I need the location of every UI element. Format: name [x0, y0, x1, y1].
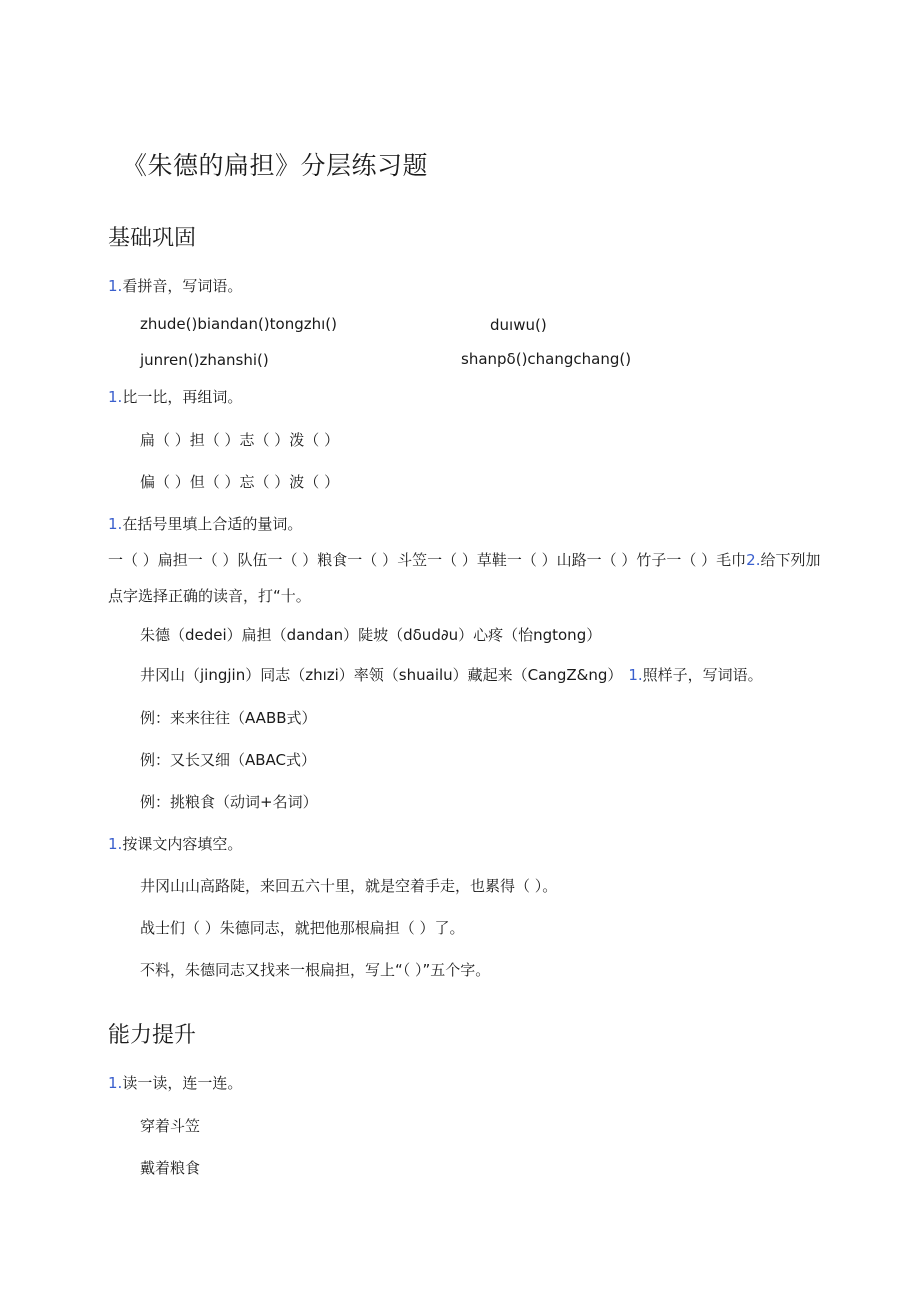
question-number: 1. [108, 388, 123, 406]
example-1: 例：来来往往（AABB式） [140, 709, 317, 727]
question-text: 看拼音，写词语。 [122, 277, 243, 295]
question-text: 照样子，写词语。 [642, 666, 763, 684]
question-text: 读一读，连一连。 [122, 1074, 243, 1092]
question-number: 1. [108, 277, 123, 295]
matching-row-2: 戴着粮食 [140, 1159, 201, 1177]
compare-row-2: 偏（ ）但（ ）忘（ ）波（ ） [140, 473, 340, 491]
compare-row-1: 扁（ ）担（ ）志（ ）泼（ ） [140, 431, 340, 449]
reading-row-2-text: 井冈山（jingjin）同志（zhızi）率领（shuailu）藏起来（CangZ&ng） [140, 666, 623, 684]
question-text: 给下列加 [760, 551, 821, 569]
question-number: 2. [746, 551, 761, 569]
question-number: 1. [108, 835, 123, 853]
example-3: 例：挑粮食（动词+名词） [140, 793, 318, 811]
pinyin-row-2-right: shanpδ()changchang() [461, 350, 632, 368]
question-measure-words [108, 517, 302, 532]
reading-row-1: 朱德（dedei）扁担（dandan）陡坡（dδud∂u）心疼（怡ngtong） [140, 626, 602, 644]
page-title: 《朱德的扁担》分层练习题 [122, 151, 429, 180]
reading-row-2 [140, 668, 763, 683]
pinyin-row-1-left: zhude()biandan()tongzhı() [140, 315, 337, 333]
question-matching [108, 1076, 242, 1091]
pinyin-row-1-right: duıwu() [490, 316, 547, 334]
section-heading-basic: 基础巩固 [108, 226, 197, 251]
question-number: 1. [108, 1074, 123, 1092]
pinyin-row-2-left: junren()zhanshi() [140, 351, 269, 369]
fill-blank-row-3: 不料，朱德同志又找来一根扁担，写上“（ ）”五个字。 [140, 961, 491, 979]
question-text: 比一比，再组词。 [122, 388, 243, 406]
question-compare [108, 390, 242, 405]
fill-blank-row-1: 井冈山山高路陡，来回五六十里，就是空着手走，也累得（ ）。 [140, 877, 558, 895]
measure-words-line [108, 553, 820, 568]
measure-words-text: 一（ ）扁担一（ ）队伍一（ ）粮食一（ ）斗笠一（ ）草鞋一（ ）山路一（ ）竹子一（ ）毛巾 [108, 551, 747, 569]
matching-row-1: 穿着斗笠 [140, 1117, 201, 1135]
reading-instruction: 点字选择正确的读音，打“十。 [108, 587, 311, 605]
question-pinyin [108, 279, 242, 294]
question-text: 在括号里填上合适的量词。 [122, 515, 303, 533]
fill-blank-row-2: 战士们（ ）朱德同志，就把他那根扁担（ ）了。 [140, 919, 465, 937]
question-fill-blank [108, 837, 242, 852]
section-heading-advanced: 能力提升 [108, 1023, 197, 1048]
question-number: 1. [108, 515, 123, 533]
example-2: 例：又长又细（ABAC式） [140, 751, 317, 769]
question-text: 按课文内容填空。 [122, 835, 243, 853]
question-number: 1. [628, 666, 643, 684]
